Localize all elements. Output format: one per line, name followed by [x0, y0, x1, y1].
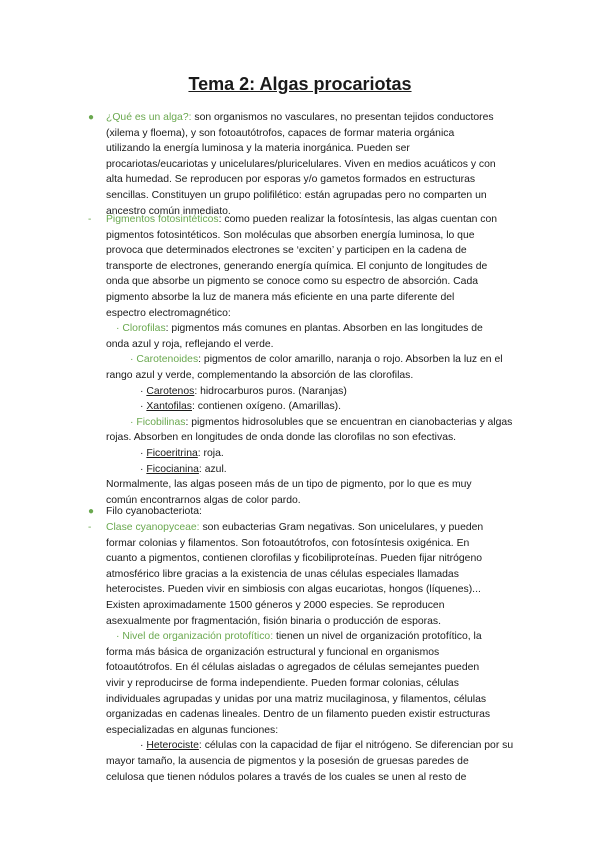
term-label: Carotenos	[146, 385, 195, 397]
term-label: Pigmentos fotosintéticos	[106, 214, 219, 225]
text-line: rango azul y verde, complementando la absorción de las clorofilas.	[106, 369, 414, 381]
page-title: Tema 2: Algas procariotas	[188, 74, 412, 94]
text-line: utilizando la energía luminosa y la materia inorgánica. Pueden ser	[106, 143, 410, 155]
section-clase-cyanopyceae	[88, 520, 526, 785]
term-label: ¿Qué es un alga?:	[106, 112, 192, 123]
term-label: · Clorofilas	[116, 323, 166, 335]
text-line: sencillas. Constituyen un grupo polifilético: están agrupadas pero no comparten un	[106, 189, 487, 201]
text-line: celulosa que tienen nódulos polares a través de los cuales se unen al resto de	[106, 771, 467, 783]
text-line: pigmentos fotosintéticos. Son moléculas que absorben energía luminosa, lo que	[106, 229, 475, 241]
text-line: espectro electromagnético:	[106, 307, 231, 319]
dash-marker: -	[88, 214, 92, 225]
bullet-marker: ●	[88, 112, 95, 123]
text-line: formar colonias y filamentos. Son fotoautótrofos, con fotosíntesis oxigénica. En	[106, 537, 470, 549]
section-que-es-un-alga	[88, 110, 526, 219]
text-line: Existen aproximadamente 1500 géneros y 2000 especies. Se reproducen	[106, 599, 445, 611]
bullet-marker: ●	[88, 506, 95, 517]
text-line: procariotas/eucariotas y unicelulares/pluricelulares. Viven en medios acuáticos y con	[106, 158, 496, 170]
text-line: atmosférico libre gracias a la existencia de unas células especiales llamadas	[106, 568, 459, 580]
term-label: Xantofilas	[146, 401, 192, 413]
text-line: onda que absorbe un pigmento se conoce como su espectro de absorción. Cada	[106, 276, 478, 288]
section-heading: Filo cyanobacteriota:	[106, 506, 202, 517]
text-line: alta humedad. Se reproducen por esporas y/o gametos formados en estructuras	[106, 174, 476, 186]
term-label: Clase cyanopyceae:	[106, 522, 200, 533]
carotenoides-line: · Carotenoides: pigmentos de color amarillo, naranja o rojo. Absorben la luz en el	[130, 354, 503, 366]
clorofilas-line: · Clorofilas: pigmentos más comunes en plantas. Absorben en las longitudes de	[116, 323, 483, 335]
term-label: · Nivel de organización protofítico:	[116, 631, 274, 643]
text-line: común encontrarnos algas de color pardo.	[106, 494, 301, 506]
text-line: individuales agrupadas y unidas por una matriz mucilaginosa, y filamentos, células	[106, 693, 487, 705]
text-line: heterocistes. Pueden vivir en simbiosis con algas eucariotas, hongos (líquenes)...	[106, 584, 481, 596]
text-line: pigmento absorbe la luz de manera más eficiente en una parte diferente del	[106, 291, 455, 303]
text-line: rojas. Absorben en longitudes de onda donde las clorofilas no son efectivas.	[106, 432, 457, 444]
xantofilas-line: · Xantofilas: contienen oxígeno. (Amarillas).	[140, 401, 342, 413]
text-line: provoca que determinados electrones se ‘exciten’ y participen en la cadena de	[106, 245, 467, 257]
text-line: mayor tamaño, la ausencia de pigmentos y la posesión de gruesas paredes de	[106, 755, 469, 767]
dash-marker: -	[88, 522, 92, 533]
text-line: Normalmente, las algas poseen más de un tipo de pigmento, por lo que es muy	[106, 479, 472, 491]
text-line: onda azul y roja, reflejando el verde.	[106, 338, 274, 350]
text-line: Pigmentos fotosintéticos: como pueden realizar la fotosíntesis, las algas cuentan con	[106, 214, 498, 225]
term-label: · Ficobilinas	[130, 416, 186, 428]
text-line: transporte de electrones, generando energía química. El conjunto de longitudes de	[106, 260, 488, 272]
heterociste-line: · Heterociste: células con la capacidad de fijar el nitrógeno. Se diferencian por su	[140, 740, 514, 752]
text-line: ¿Qué es un alga?: son organismos no vasculares, no presentan tejidos conductores	[106, 112, 494, 123]
text-line: fotoautótrofos. En él células aisladas o agregados de células semejantes pueden	[106, 662, 480, 674]
section-pigmentos	[88, 212, 526, 508]
term-label: Ficoeritrina	[146, 447, 198, 459]
text-line: (xilema y floema), y son fotoautótrofos, capaces de formar materia orgánica	[106, 127, 455, 139]
text-line: vivir y reproducirse de forma independiente. Pueden formar colonias, células	[106, 677, 459, 689]
text-line: cuanto a pigmentos, contienen clorofilas y ficobiliproteínas. Pueden fijar nitrógeno	[106, 553, 483, 565]
text-line: especializadas en algunas funciones:	[106, 724, 279, 736]
text-line: organizadas en cadenas lineales. Dentro de un filamento pueden existir estructuras	[106, 709, 491, 721]
carotenos-line: · Carotenos: hidrocarburos puros. (Naranjas)	[140, 385, 347, 397]
term-label: Heterociste	[146, 740, 199, 752]
term-label: · Carotenoides	[130, 354, 199, 366]
text-line: Clase cyanopyceae: son eubacterias Gram negativas. Son unicelulares, y pueden	[106, 522, 484, 533]
ficobilinas-line: · Ficobilinas: pigmentos hidrosolubles que se encuentran en cianobacterias y algas	[130, 416, 513, 428]
text-line: forma más básica de organización estructural y funcional en organismos	[106, 646, 440, 658]
term-label: Ficocianina	[146, 463, 199, 475]
ficocianina-line: · Ficocianina: azul.	[140, 463, 227, 475]
text-line: asexualmente por fragmentación, fisión binaria o producción de esporas.	[106, 615, 442, 627]
text-line: ancestro común inmediato.	[106, 205, 231, 217]
nivel-organizacion-line: · Nivel de organización protofítico: tienen un nivel de organización protofítico, la	[116, 631, 482, 643]
section-filo-cyanobacteriota	[88, 504, 526, 520]
ficoeritrina-line: · Ficoeritrina: roja.	[140, 447, 224, 459]
